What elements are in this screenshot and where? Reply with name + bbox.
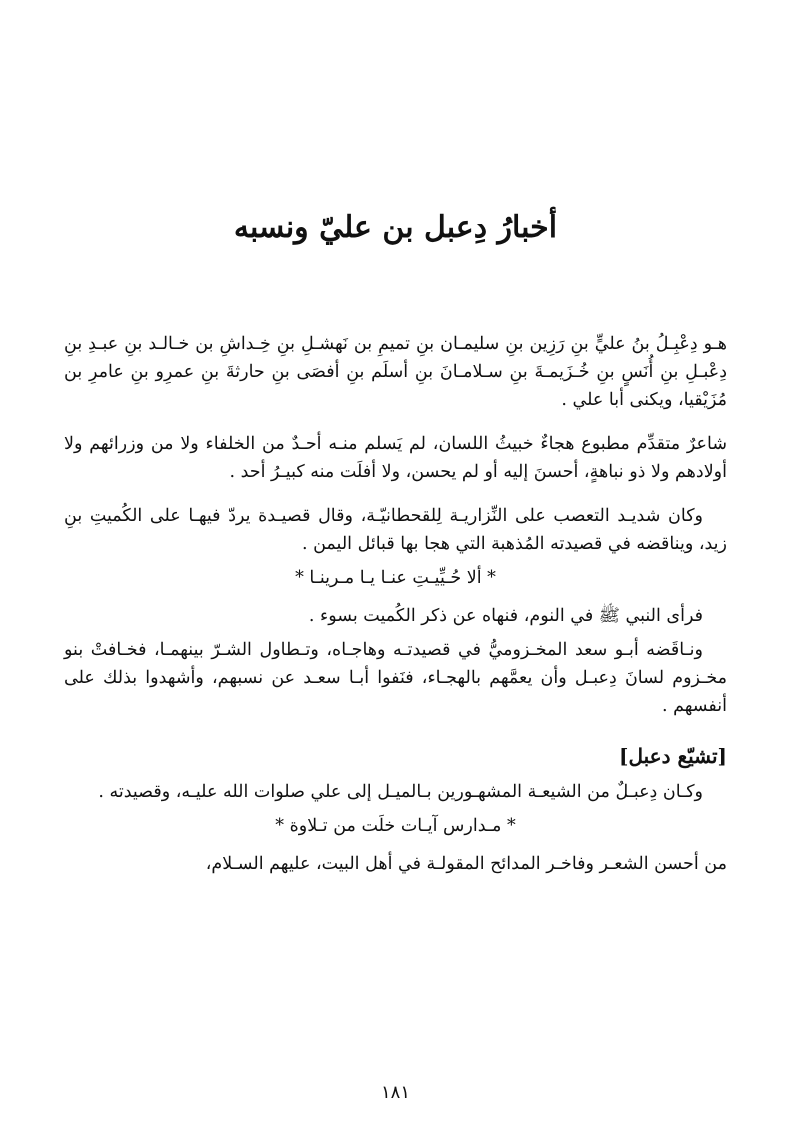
verse-line: * ألا حُـيِّيـتِ عنـا يـا مـرينـا * xyxy=(295,568,496,588)
page-number: ١٨١ xyxy=(380,1082,410,1103)
paragraph-praise: من أحسن الشعـر وفاخـر المدائح المقولـة في أهل البيت، عليهم السـلام، xyxy=(205,854,727,874)
chapter-title: أخبارُ دِعبل بن عليّ ونسبه xyxy=(233,210,558,245)
verse-line: * مـدارس آيـات خلَت من تـلاوة * xyxy=(275,816,516,836)
paragraph-lineage: هـو دِعْبِـلُ بنُ عليٍّ بنِ رَزِين بنِ سليمـان بنِ تميمِ بن نَهشـلِ بنِ خِـداشِ بن خـالـد بنِ عبـدِ بنِ دِعْبـلِ بنِ أُنَسٍ بنِ خُـزَيمـةَ بنِ سـلامـانَ بنِ أسلَم بنِ أفصَى بنِ حارثةَ بنِ عمرِو بنِ عامرِ بن مُزَيْقيا، ويكنى أبا علي . xyxy=(64,334,727,410)
section-heading: [تشيّع دعبل] xyxy=(619,744,727,768)
body-text xyxy=(64,330,727,884)
paragraph-dream: فرأى النبي ﷺ في النوم، فنهاه عن ذكر الكُميت بسوء . xyxy=(308,606,703,626)
paragraph-rivalry: وكان شديـد التعصب على النِّزاريـة لِلقحطانيّـة، وقال قصيـدة يردّ فيهـا على الكُميتِ بنِ زيد، ويناقضه في قصيدته المُذهبة التي هجا بها قبائل اليمن . xyxy=(64,506,727,554)
paragraph-description: شاعرٌ متقدِّم مطبوع هجاءٌ خبيثُ اللسان، لم يَسلم منـه أحـدٌ من الخلفاء ولا من وزرائهم ولا أولادهم ولا ذو نباهةٍ، أحسنَ إليه أو لم يحسن، ولا أفلَت منه كبيـرُ أحد . xyxy=(64,434,727,482)
paragraph-makhzumi: ونـاقَضه أبـو سعد المخـزوميُّ في قصيدتـه وهاجـاه، وتـطاول الشـرّ بينهمـا، فخـافتْ بنو مخـزوم لسانَ دِعبـل وأن يعمَّهم بالهجـاء، فنَفوا أبـا سعـد عن نسبهم، وأشهدوا بذلك على أنفسهم . xyxy=(64,640,727,716)
paragraph-shiism: وكـان دِعبـلٌ من الشيعـة المشهـورين بـالميـل إلى علي صلوات الله عليـه، وقصيدته . xyxy=(98,782,703,802)
